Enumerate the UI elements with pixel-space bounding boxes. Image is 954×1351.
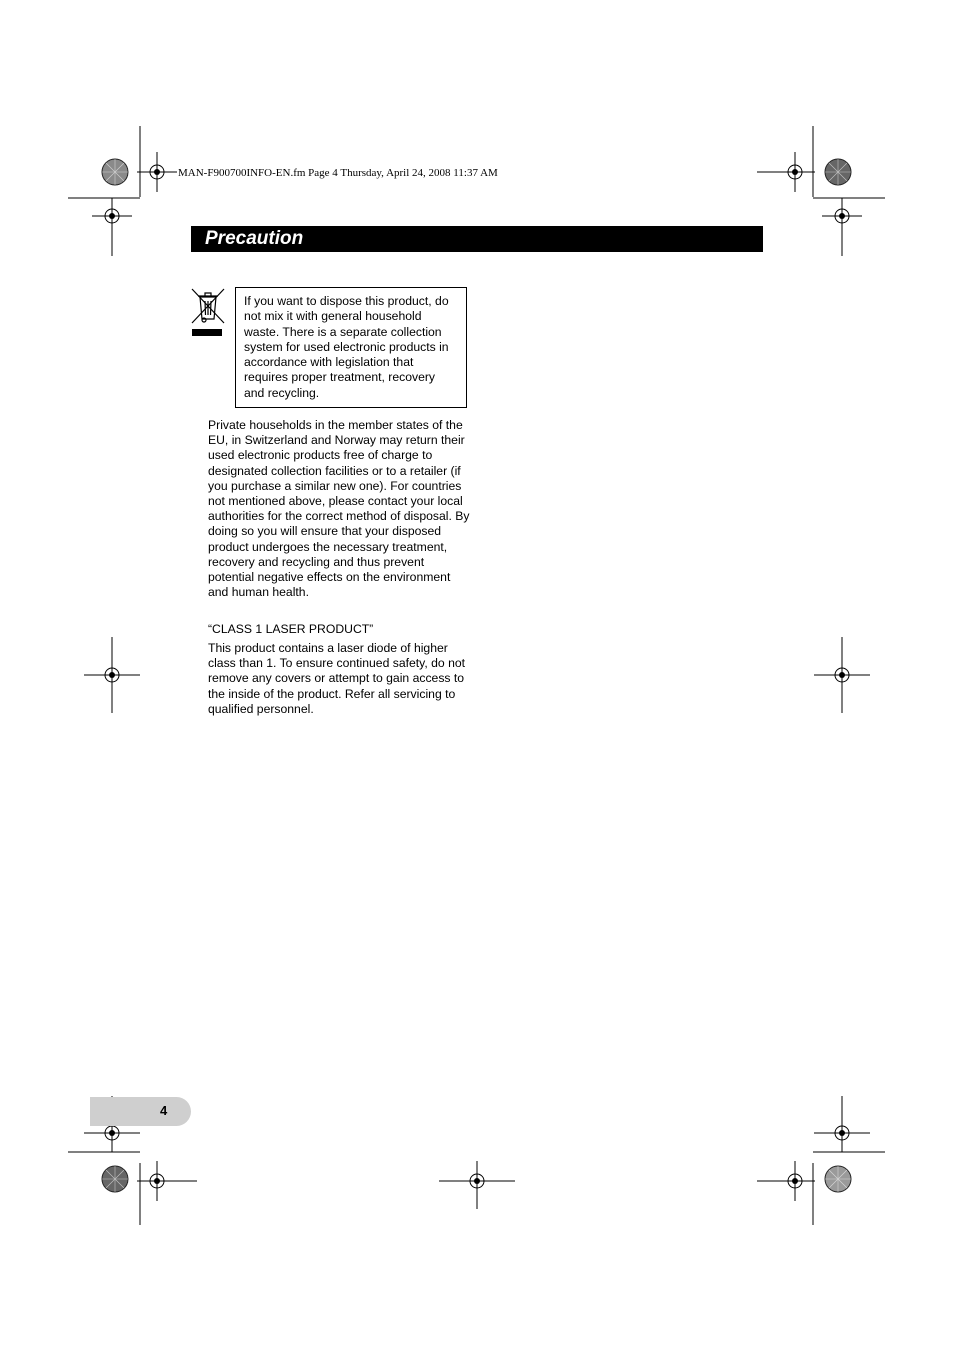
file-info-header: MAN-F900700INFO-EN.fm Page 4 Thursday, April 24, 2008 11:37 AM [178, 167, 498, 179]
households-paragraph: Private households in the member states of the EU, in Switzerland and Norway may return their used electronic products free of charge to designated collection facilities or to a retailer (if you purchase a similar new one). For countries not mentioned above, please contact your local authorities for the correct method of disposal. By doing so you will ensure that your disposed product undergoes the necessary treatment, recovery and recycling and thus prevent potential negative effects on the environment and human health. [208, 418, 470, 600]
laser-heading: “CLASS 1 LASER PRODUCT” [208, 622, 374, 636]
section-title: Precaution [205, 228, 304, 249]
crossed-out-wheelie-bin-icon [190, 287, 226, 339]
section-title-bar [191, 226, 763, 252]
page-number: 4 [160, 1103, 168, 1118]
laser-paragraph: This product contains a laser diode of higher class than 1. To ensure continued safety, do not remove any covers or attempt to gain access to the inside of the product. Refer all servicing to qualified personnel. [208, 641, 466, 716]
page-number-tab [90, 1097, 191, 1126]
disposal-notice-box: If you want to dispose this product, do not mix it with general household waste. There is a separate collection system for used electronic products in accordance with legislation that requires proper treatment, recovery and recycling. [235, 287, 467, 408]
